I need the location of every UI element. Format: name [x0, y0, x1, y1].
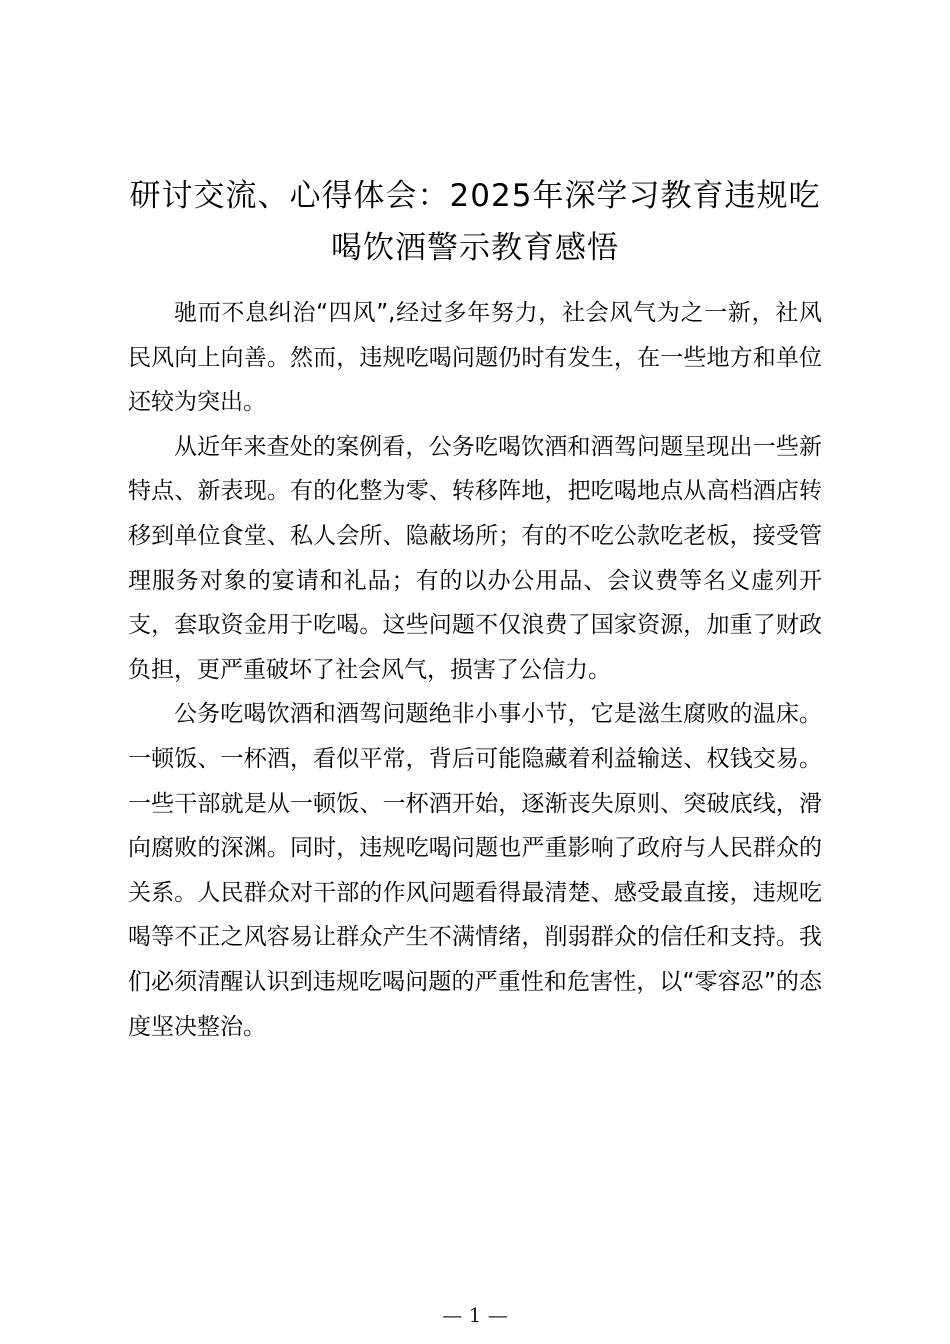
document-body — [128, 291, 822, 1049]
page-number: — 1 — — [442, 1303, 508, 1327]
document-title: 研讨交流、心得体会：2025年深学习教育违规吃喝饮酒警示教育感悟 — [129, 178, 821, 266]
body-paragraph-2: 从近年来查处的案例看，公务吃喝饮酒和酒驾问题呈现出一些新特点、新表现。有的化整为零、转移阵地，把吃喝地点从高档酒店转移到单位食堂、私人会所、隐蔽场所；有的不吃公款吃老板，接受管理服务对象的宴请和礼品；有的以办公用品、会议费等名义虚列开支，套取资金用于吃喝。这些问题不仅浪费了国家资源，加重了财政负担，更严重破坏了社会风气，损害了公信力。 — [128, 433, 822, 683]
body-paragraph-1: 驰而不息纠治“四风”,经过多年努力，社会风气为之一新，社风民风向上向善。然而，违规吃喝问题仍时有发生，在一些地方和单位还较为突出。 — [128, 300, 822, 416]
body-paragraph-3: 公务吃喝饮酒和酒驾问题绝非小事小节，它是滋生腐败的温床。一顿饭、一杯酒，看似平常，背后可能隐藏着利益输送、权钱交易。一些干部就是从一顿饭、一杯酒开始，逐渐丧失原则、突破底线，滑向腐败的深渊。同时，违规吃喝问题也严重影响了政府与人民群众的关系。人民群众对干部的作风问题看得最清楚、感受最直接，违规吃喝等不正之风容易让群众产生不满情绪，削弱群众的信任和支持。我们必须清醒认识到违规吃喝问题的严重性和危害性，以“零容忍”的态度坚决整治。 — [128, 701, 822, 1040]
